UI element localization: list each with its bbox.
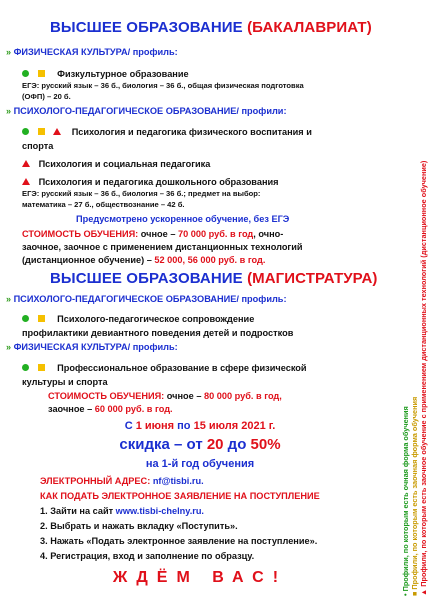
bachelor-cost-line-2: заочное, заочное с применением дистанционных технологий	[22, 242, 303, 252]
promo-dates: С 1 июня по 15 июля 2021 г.	[124, 420, 276, 432]
legend-yellow: ■ Профили, по которым есть заочная форма обучения	[410, 396, 419, 596]
master-phys-profile-cont: культуры и спорта	[22, 377, 108, 387]
master-cost-line-1: СТОИМОСТЬ ОБУЧЕНИЯ: очное – 80 000 руб. в год,	[48, 391, 282, 401]
bachelor-psych-profile-1: Психология и педагогика физического воспитания и	[22, 126, 312, 138]
apply-step-2: 2. Выбрать и нажать вкладку «Поступить».	[40, 521, 238, 531]
chevron-right-icon: »	[6, 106, 12, 116]
bachelor-phys-exams-1: ЕГЭ: русский язык – 36 б., биология – 36 б., общая физическая подготовка	[22, 81, 304, 90]
red-triangle-icon	[22, 178, 30, 185]
green-dot-icon	[22, 364, 29, 371]
apply-step-3: 3. Нажать «Подать электронное заявление на поступление».	[40, 536, 318, 546]
bachelor-phys-exams-2: (ОФП) – 20 б.	[22, 92, 71, 101]
bachelor-psych-exams-1: ЕГЭ: русский язык – 36 б., биология – 36 б.; предмет на выбор:	[22, 189, 261, 198]
chevron-right-icon: »	[6, 294, 12, 304]
legend-vertical	[401, 161, 428, 596]
accelerated-note: Предусмотрено ускоренное обучение, без ЕГЭ	[76, 214, 290, 224]
green-dot-icon	[22, 128, 29, 135]
red-triangle-icon	[53, 128, 61, 135]
email-link[interactable]: nf@tisbi.ru.	[150, 476, 204, 486]
master-phys-profile: Профессиональное образование в сфере физической	[22, 362, 307, 374]
bachelor-title: ВЫСШЕЕ ОБРАЗОВАНИЕ (БАКАЛАВРИАТ)	[50, 19, 372, 36]
green-dot-icon	[22, 70, 29, 77]
bachelor-phys-heading: » ФИЗИЧЕСКАЯ КУЛЬТУРА/ профиль:	[6, 47, 178, 57]
yellow-square-icon	[38, 70, 45, 77]
master-psych-heading: » ПСИХОЛОГО-ПЕДАГОГИЧЕСКОЕ ОБРАЗОВАНИЕ/ профиль:	[6, 294, 287, 304]
chevron-right-icon: »	[6, 47, 12, 57]
bachelor-psych-profile-3: Психология и педагогика дошкольного образования	[22, 176, 279, 188]
yellow-square-icon	[38, 364, 45, 371]
master-psych-profile: Психолого-педагогическое сопровождение	[22, 313, 254, 325]
master-phys-heading: » ФИЗИЧЕСКАЯ КУЛЬТУРА/ профиль:	[6, 342, 178, 352]
email-line: ЭЛЕКТРОННЫЙ АДРЕС: nf@tisbi.ru.	[40, 476, 204, 486]
promo-discount: скидка – от 20 до 50%	[119, 436, 281, 453]
bachelor-cost-line-1: СТОИМОСТЬ ОБУЧЕНИЯ: очное – 70 000 руб. в год, очно-	[22, 229, 284, 239]
apply-step-1: 1. Зайти на сайт www.tisbi-chelny.ru.	[40, 506, 204, 516]
bachelor-phys-profile: Физкультурное образование	[22, 68, 189, 80]
apply-step-4: 4. Регистрация, вход и заполнение по образцу.	[40, 551, 255, 561]
yellow-square-icon	[38, 315, 45, 322]
bachelor-psych-profile-2: Психология и социальная педагогика	[22, 158, 210, 170]
legend-green: • Профили, по которым есть очная форма обучения	[401, 406, 410, 596]
closing-slogan: ЖДЁМ ВАС!	[112, 569, 288, 586]
chevron-right-icon: »	[6, 342, 12, 352]
yellow-square-icon	[38, 128, 45, 135]
legend-red: ▲ Профили, по которым есть заочное обучение с применением дистанционных технологий (дистанционное обучение)	[419, 160, 428, 596]
bachelor-psych-heading: » ПСИХОЛОГО-ПЕДАГОГИЧЕСКОЕ ОБРАЗОВАНИЕ/ профили:	[6, 106, 287, 116]
bachelor-psych-profile-1-cont: спорта	[22, 141, 54, 151]
bachelor-psych-exams-2: математика – 27 б., обществознание – 42 б.	[22, 200, 185, 209]
master-title: ВЫСШЕЕ ОБРАЗОВАНИЕ (МАГИСТРАТУРА)	[50, 270, 378, 287]
red-triangle-icon	[22, 160, 30, 167]
master-psych-profile-cont: профилактики девиантного поведения детей и подростков	[22, 328, 294, 338]
master-cost-line-2: заочное – 60 000 руб. в год.	[48, 404, 173, 414]
bachelor-cost-line-3: (дистанционное обучение) – 52 000, 56 000 руб. в год.	[22, 255, 266, 265]
website-link[interactable]: www.tisbi-chelny.ru.	[115, 506, 204, 516]
promo-first-year: на 1-й год обучения	[145, 458, 255, 470]
apply-heading: КАК ПОДАТЬ ЭЛЕКТРОННОЕ ЗАЯВЛЕНИЕ НА ПОСТУПЛЕНИЕ	[40, 491, 320, 501]
green-dot-icon	[22, 315, 29, 322]
